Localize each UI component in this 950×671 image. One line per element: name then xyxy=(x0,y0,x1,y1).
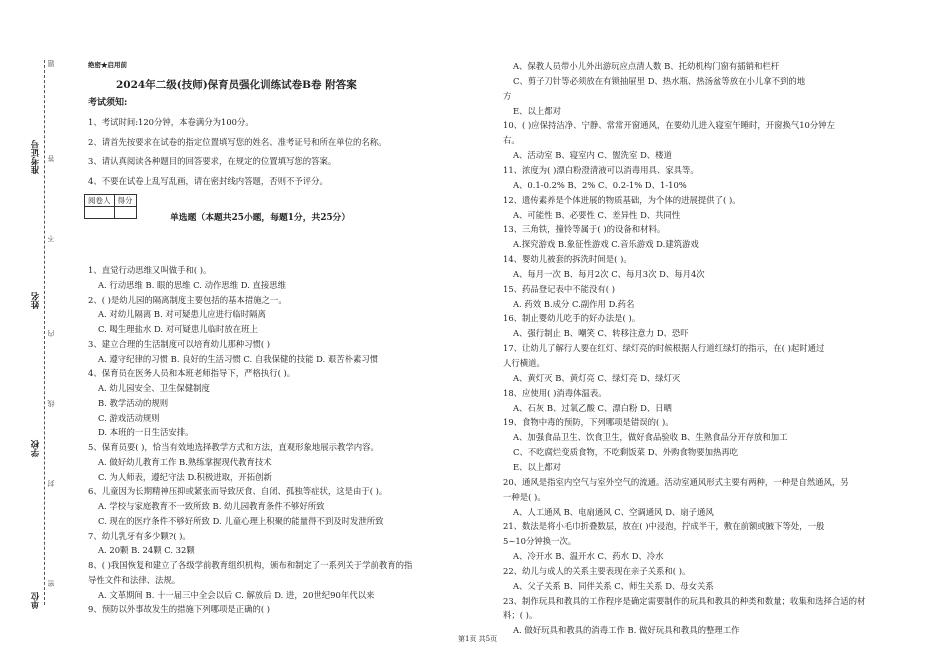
question-line: 18、应使用( )消毒体温表。 xyxy=(503,387,607,398)
question-line: 14、婴幼儿被套的拆洗时间是( )。 xyxy=(503,254,632,265)
instruction-item: 3、请认真阅读各种题目的回答要求，在规定的位置填写您的答案。 xyxy=(88,156,337,166)
question-line: 1、直觉行动思维又叫做手和( )。 xyxy=(88,265,212,275)
question-line: 16、制止婴幼儿吃手的好办法是( )。 xyxy=(503,313,641,324)
question-line: 20、通风是指室内空气与室外空气的流通。活动室通风形式主要有两种，一种是自然通风，另 xyxy=(503,476,849,487)
answer-option-line: A、活动室 B、寝室内 C、盥洗室 D、楼道 xyxy=(513,150,672,161)
question-line: 5~10分钟换一次。 xyxy=(503,536,577,547)
question-line: 2、( )是幼儿园的隔离制度主要包括的基本措施之一。 xyxy=(88,294,287,305)
seal-char-3: 线 xyxy=(47,400,55,407)
answer-option-line: C. 喝生理盐水 D. 对可疑患儿临时放在班上 xyxy=(98,324,258,334)
score-cell: 得分 xyxy=(114,195,136,207)
answer-option-line: A、冷开水 B、温开水 C、药水 D、冷水 xyxy=(513,551,664,562)
answer-option-line: A、强行制止 B、嘲笑 C、转移注意力 D、恐吓 xyxy=(513,328,689,339)
answer-option-line: A. 遵守纪律的习惯 B. 良好的生活习惯 C. 自我保健的技能 D. 艰苦朴素习惯 xyxy=(98,353,379,364)
question-line: 7、幼儿乳牙有多少颗?( )。 xyxy=(88,530,191,541)
answer-option-line: C、剪子刀针等必须放在有锁抽屉里 D、热水瓶、热汤盆等放在小儿拿不到的地 xyxy=(513,75,806,86)
answer-option-line: A、黄灯灭 B、黄灯亮 C、绿灯亮 D、绿灯灭 xyxy=(513,372,681,383)
question-line: 3、建立合理的生活制度可以培育幼儿那种习惯( ) xyxy=(88,338,271,349)
answer-option-line: A. 学校与家庭教育不一致所致 B. 幼儿园教育条件不够好所致 xyxy=(98,501,325,511)
question-line: 人行横道。 xyxy=(503,358,545,368)
score-table xyxy=(84,194,137,219)
unit-label: 单位 xyxy=(31,592,41,609)
question-line: 9、预防以外事故发生的措施下列哪项是正确的( ) xyxy=(88,604,271,615)
instruction-item: 4、不要在试卷上乱写乱画，请在密封线内答题，否则不予评分。 xyxy=(88,176,328,186)
answer-option-line: A、石灰 B、过氧乙酸 C、漂白粉 D、日晒 xyxy=(513,402,672,413)
question-line: 一种是( )。 xyxy=(503,491,546,502)
question-line: 8、( )我国恢复和建立了各级学前教育组织机构，颁布和制定了一系列关于学前教育的指 xyxy=(88,560,413,570)
secret-mark: 绝密★启用前 xyxy=(88,61,127,69)
answer-option-line: E、以上都对 xyxy=(513,461,561,472)
answer-option-line: A. 做好幼儿教育工作 B.熟练掌握现代教育技术 xyxy=(98,456,272,467)
binding-dashed-line xyxy=(44,60,45,605)
answer-option-line: A、人工通风 B、电扇通风 C、空调通风 D、扇子通风 xyxy=(513,506,714,517)
page-title: 2024年二级(技师)保育员强化训练试卷B卷 附答案 xyxy=(116,79,357,91)
answer-option-line: A、保教人员带小儿外出游玩应点清人数 B、托幼机构门窗有插销和栏杆 xyxy=(513,61,780,71)
question-line: 23、制作玩具和教具的工作程序是确定需要制作的玩具和教具的种类和数量；收集和选择合适的材 xyxy=(503,595,866,606)
question-line: 右。 xyxy=(503,135,520,146)
seal-char-5: 不 xyxy=(47,235,55,242)
question-line: 21、数法是将小毛巾折叠数层，放在( )中浸泡，拧成半干，敷在前额或腋下等处，一般 xyxy=(503,521,825,532)
exam-number-label: 准考证号 xyxy=(31,140,41,174)
question-line: 15、药品登记表中不能没有( ) xyxy=(503,283,615,294)
answer-option-line: A、可能性 B、必要性 C、差异性 D、共同性 xyxy=(513,209,681,220)
question-line: 6、儿童因为长期精神压抑或紧张而导致厌食、自闭、孤独等症状，这是由于( )。 xyxy=(88,486,388,497)
answer-option-line: B. 教学活动的规则 xyxy=(98,397,169,408)
question-line: 22、幼儿与成人的关系主要表现在亲子关系和( )。 xyxy=(503,565,691,576)
question-line: 导性文件和法律、法规。 xyxy=(88,574,181,585)
seal-char-7: 题 xyxy=(47,60,55,67)
question-line: 10、( )应保持洁净、宁静、常常开窗通风，在要幼儿进入寝室午睡时，开窗换气10分钟左 xyxy=(503,120,836,131)
name-label: 姓名 xyxy=(31,292,41,309)
answer-option-line: A. 幼儿园安全、卫生保健制度 xyxy=(98,383,210,393)
question-line: 料；( )。 xyxy=(503,610,538,621)
page-footer: 第1页 共5页 xyxy=(458,635,498,643)
seal-char-2: 封 xyxy=(47,480,55,487)
school-label: 学校 xyxy=(31,440,41,457)
answer-option-line: D. 本班的一日生活安排。 xyxy=(98,427,194,438)
question-line: 11、浓度为( )漂白粉澄清液可以消毒用具、家具等。 xyxy=(503,164,699,175)
question-line: 12、遗传素养是个体进展的物质基础，为个体的进展提供了( )。 xyxy=(503,194,741,205)
answer-option-line: A. 行动思维 B. 眼的思维 C. 动作思维 D. 直接思维 xyxy=(98,279,287,290)
answer-option-line: A、0.1-0.2% B、2% C、0.2-1% D、1-10% xyxy=(513,179,687,190)
answer-option-line: E、以上都对 xyxy=(513,105,561,116)
answer-option-line: A.探究游戏 B.象征性游戏 C.音乐游戏 D.建筑游戏 xyxy=(513,239,699,250)
answer-option-line: A、加强食品卫生、饮食卫生，做好食品验收 B、生熟食品分开存放和加工 xyxy=(513,432,788,443)
seal-char-1: 密 xyxy=(47,580,55,587)
instructions-heading: 考试须知: xyxy=(88,98,128,108)
reviewer-cell: 阅卷人 xyxy=(85,195,115,207)
answer-option-line: A. 20颗 B. 24颗 C. 32颗 xyxy=(98,545,195,556)
answer-option-line: C、不吃腐烂变质食物，不吃剩饭菜 D、外购食物要加热再吃 xyxy=(513,447,739,458)
answer-option-line: A. 文革期间 B. 十一届三中全会以后 C. 解放后 D. 进，20世纪90年代以来 xyxy=(98,589,375,600)
instruction-item: 2、请首先按要求在试卷的指定位置填写您的姓名、准考证号和所在单位的名称。 xyxy=(88,137,387,147)
seal-char-4: 内 xyxy=(47,330,55,337)
answer-option-line: A、每月一次 B、每月2次 C、每月3次 D、每月4次 xyxy=(513,268,705,279)
question-line: 17、让幼儿了解行人要在红灯、绿灯亮的时候根据人行道红绿灯的指示，在( )起时通过 xyxy=(503,343,825,354)
answer-option-line: C. 游戏活动规则 xyxy=(98,412,160,423)
question-line: 19、食物中毒的预防，下列哪项是错误的( )。 xyxy=(503,417,674,428)
answer-option-line: C. 为人师表，遵纪守法 D.积极进取，开拓创新 xyxy=(98,471,272,482)
answer-option-line: C. 现在的医疗条件不够好所致 D. 儿童心理上积聚的能量得不到及时发泄所致 xyxy=(98,515,384,526)
answer-option-line: A、父子关系 B、同伴关系 C、师生关系 D、母女关系 xyxy=(513,580,714,591)
question-line: 13、三角铁，撞铃等属于( )的设备和材料。 xyxy=(503,224,666,235)
question-line: 5、保育员要( )，恰当有效地选择教学方式和方法，直观形象地展示教学内容。 xyxy=(88,442,379,452)
section-title: 单选题（本题共25小题，每题1分，共25分） xyxy=(170,213,351,223)
answer-option-line: A. 对幼儿隔离 B. 对可疑患儿应进行临时隔离 xyxy=(98,309,266,320)
question-line: 方 xyxy=(503,90,512,101)
answer-option-line: A. 做好玩具和教具的消毒工作 B. 做好玩具和教具的整理工作 xyxy=(513,625,740,636)
seal-char-6: 答 xyxy=(47,155,55,162)
question-line: 4、保育员在医务人员和本班老师指导下，严格执行( )。 xyxy=(88,368,296,379)
instruction-item: 1、考试时间:120分钟，本卷满分为100分。 xyxy=(88,117,254,127)
answer-option-line: A. 药效 B.成分 C.副作用 D.药名 xyxy=(513,298,635,309)
